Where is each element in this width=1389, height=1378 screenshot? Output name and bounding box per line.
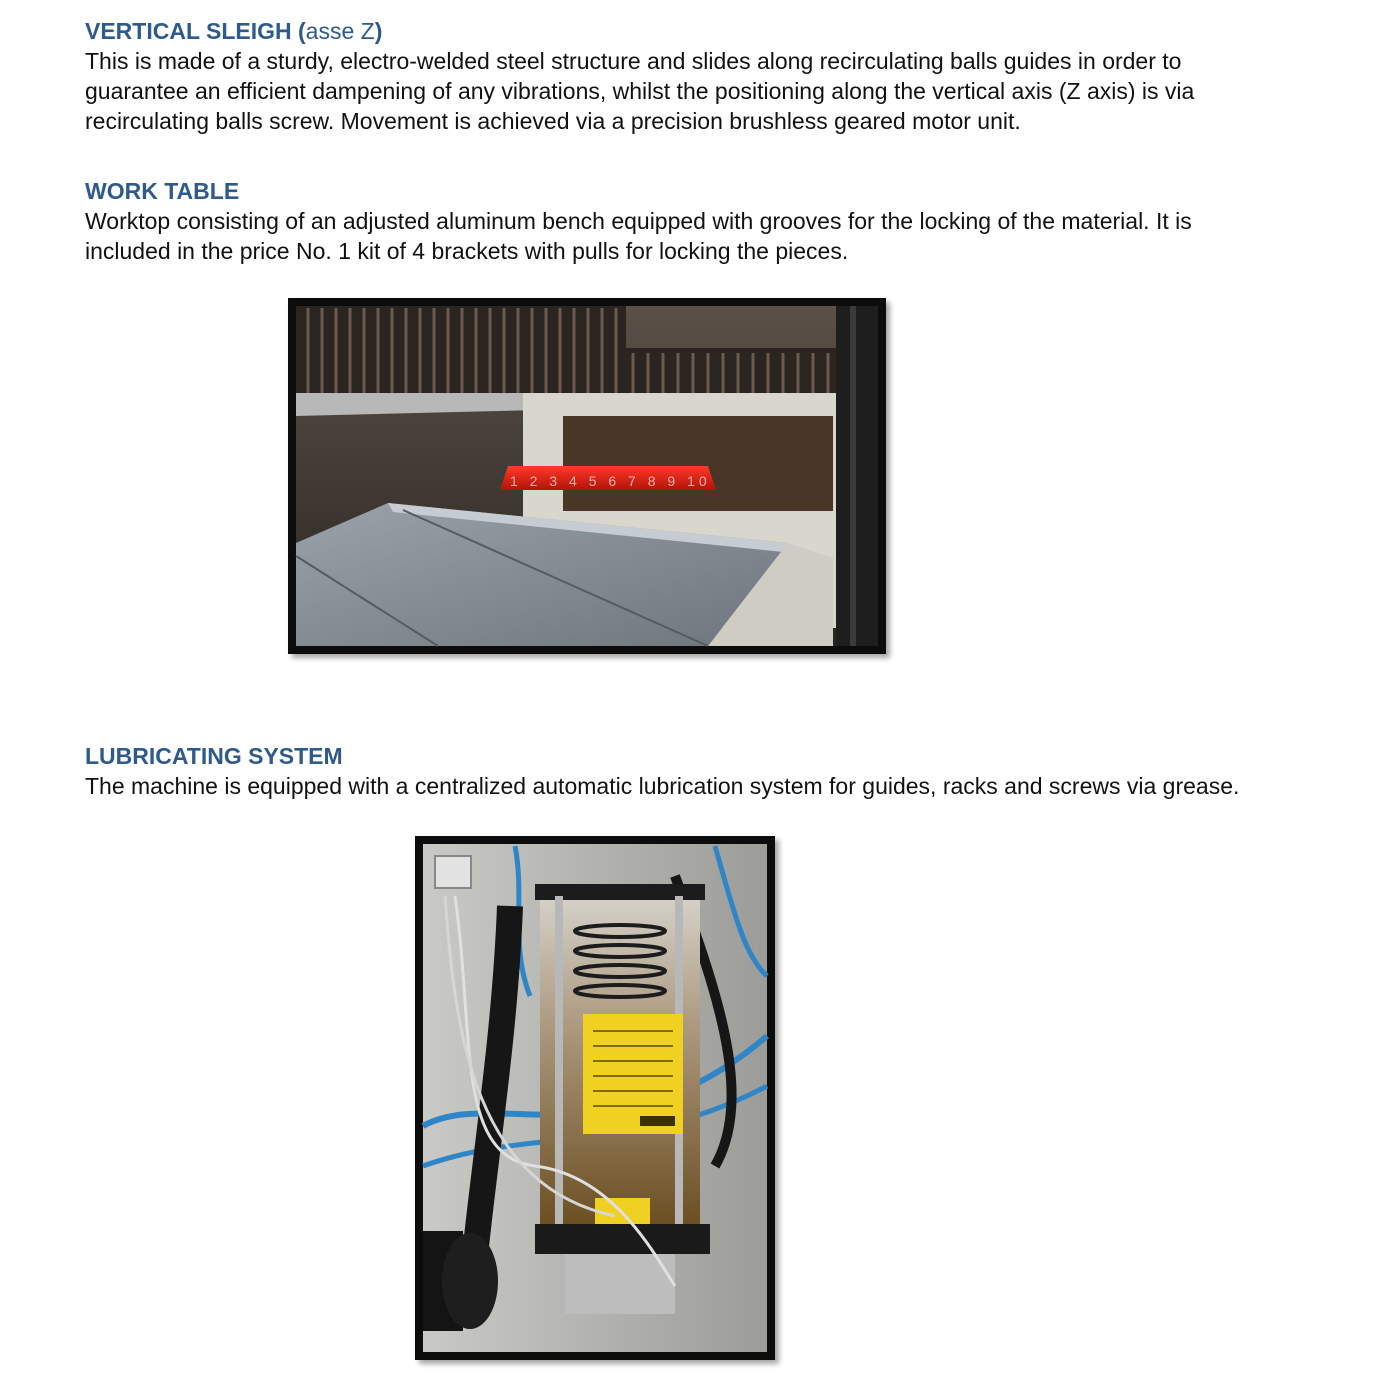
- section-heading-lubricating-system: LUBRICATING SYSTEM: [85, 743, 343, 769]
- section-work-table: [85, 176, 1375, 266]
- lubrication-system-photo-illustration: [415, 836, 775, 1360]
- section-lubricating-system: [85, 741, 1375, 801]
- section-vertical-sleigh: [85, 16, 1375, 136]
- lubrication-system-photo: [415, 836, 775, 1360]
- work-table-photo: [288, 298, 886, 654]
- paragraph-lubricating-system-line-1: The machine is equipped with a centralized automatic lubrication system for guides, racks and screws via grease.: [85, 773, 1240, 799]
- paragraph-vertical-sleigh-line-3: recirculating balls screw. Movement is achieved via a precision brushless geared motor unit.: [85, 108, 1021, 134]
- paragraph-vertical-sleigh-line-2: guarantee an efficient dampening of any vibrations, whilst the positioning along the vertical axis (Z axis) is via: [85, 78, 1195, 104]
- heading-end-part: ): [374, 18, 383, 44]
- paragraph-work-table-line-1: Worktop consisting of an adjusted aluminum bench equipped with grooves for the locking of the material. It is: [85, 208, 1192, 234]
- paragraph-work-table-line-2: included in the price No. 1 kit of 4 brackets with pulls for locking the pieces.: [85, 238, 849, 264]
- section-heading-vertical-sleigh: [85, 16, 1375, 46]
- paragraph-vertical-sleigh-line-1: This is made of a sturdy, electro-welded steel structure and slides along recirculating balls guides in order to: [85, 48, 1182, 74]
- ruler-marks-text: 1 2 3 4 5 6 7 8 9 10: [510, 473, 711, 489]
- heading-light-part: asse Z: [305, 18, 375, 44]
- section-heading-work-table: WORK TABLE: [85, 178, 240, 204]
- heading-bold-part: VERTICAL SLEIGH (: [85, 18, 306, 44]
- work-table-photo-illustration: [288, 298, 886, 654]
